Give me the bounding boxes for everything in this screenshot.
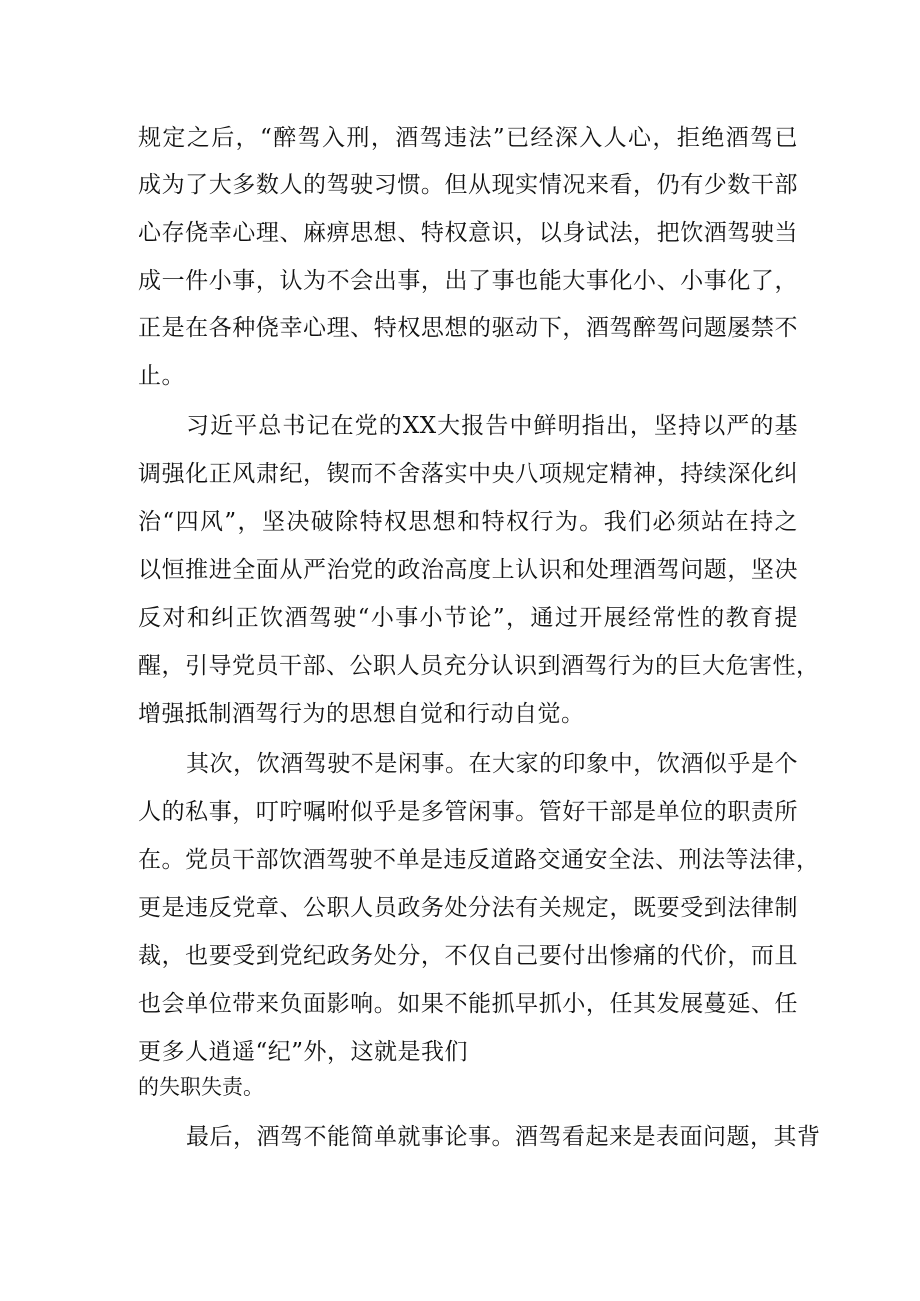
paragraph-1-line-1: 规定之后，“醉驾入刑，酒驾违法”已经深入人心，拒绝酒驾已: [138, 125, 798, 151]
paragraph-1-line-6: 止。: [138, 363, 185, 389]
paragraph-3-line-7: 更多人逍遥“纪”外，这就是我们: [138, 1039, 469, 1065]
paragraph-1-line-5: 正是在各种侥幸心理、特权思想的驱动下，酒驾醉驾问题屡禁不: [138, 315, 798, 341]
paragraph-3-line-6: 也会单位带来负面影响。如果不能抓早抓小，任其发展蔓延、任: [138, 991, 798, 1017]
paragraph-1-line-3: 心存侥幸心理、麻痹思想、特权意识，以身试法，把饮酒驾驶当: [138, 220, 798, 246]
paragraph-2-line-6: 醒，引导党员干部、公职人员充分认识到酒驾行为的巨大危害性，: [138, 653, 820, 679]
paragraph-2-line-4: 以恒推进全面从严治党的政治高度上认识和处理酒驾问题，坚决: [138, 557, 798, 583]
paragraph-2-line-3: 治“四风”，坚决破除特权思想和特权行为。我们必须站在持之: [138, 509, 798, 535]
paragraph-2-line-2: 调强化正风肃纪，锲而不舍落实中央八项规定精神，持续深化纠: [138, 461, 798, 487]
paragraph-1-line-2: 成为了大多数人的驾驶习惯。但从现实情况来看，仍有少数干部: [138, 172, 798, 198]
paragraph-3-line-3: 在。党员干部饮酒驾驶不单是违反道路交通安全法、刑法等法律，: [138, 847, 820, 873]
paragraph-3-line-1: 其次，饮酒驾驶不是闲事。在大家的印象中，饮酒似乎是个: [186, 751, 798, 777]
paragraph-2-line-5: 反对和纠正饮酒驾驶“小事小节论”，通过开展经常性的教育提: [138, 605, 798, 631]
paragraph-4-line-1: 最后，酒驾不能简单就事论事。酒驾看起来是表面问题，其背: [186, 1124, 821, 1150]
paragraph-2-line-7: 增强抵制酒驾行为的思想自觉和行动自觉。: [138, 701, 585, 727]
paragraph-1-line-4: 成一件小事，认为不会出事，出了事也能大事化小、小事化了，: [138, 268, 798, 294]
paragraph-3-line-8: 的失职失责。: [138, 1075, 264, 1099]
paragraph-3-line-2: 人的私事，叮咛嘱咐似乎是多管闲事。管好干部是单位的职责所: [138, 799, 798, 825]
paragraph-2-line-1: 习近平总书记在党的XX大报告中鲜明指出，坚持以严的基: [186, 413, 798, 439]
paragraph-3-line-5: 裁，也要受到党纪政务处分，不仅自己要付出惨痛的代价，而且: [138, 943, 798, 969]
paragraph-3-line-4: 更是违反党章、公职人员政务处分法有关规定，既要受到法律制: [138, 895, 798, 921]
